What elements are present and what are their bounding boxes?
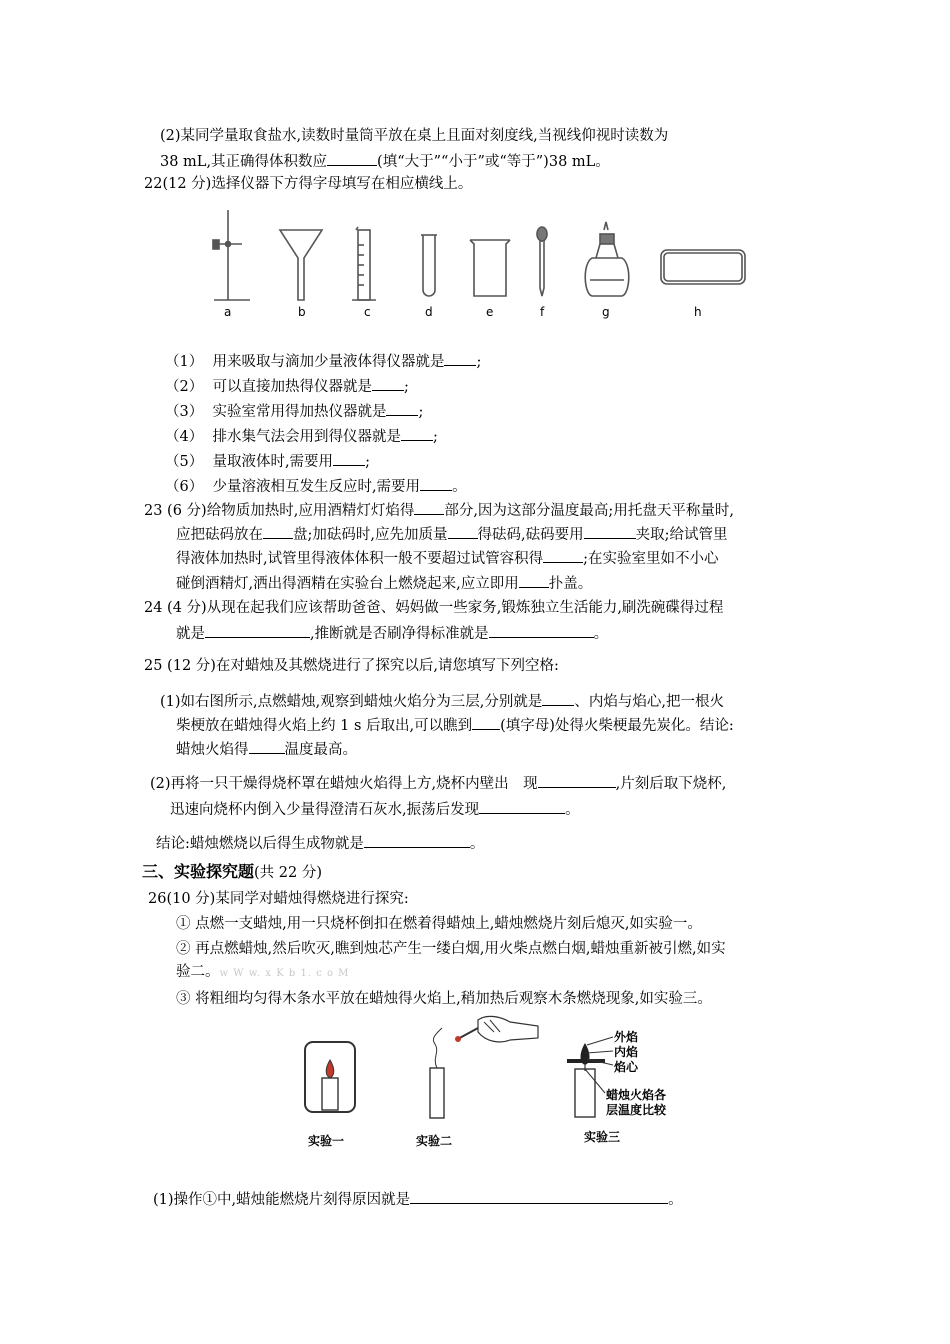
answer-blank[interactable] (542, 690, 574, 706)
answer-blank[interactable] (263, 523, 293, 539)
answer-blank[interactable] (519, 572, 549, 588)
instrument-label-d: d (425, 305, 433, 319)
iron-stand-icon (213, 210, 250, 300)
q25-title: 25 (12 分)在对蜡烛及其燃烧进行了探究以后,请您填写下列空格: (144, 658, 559, 674)
test-tube-icon (421, 235, 437, 296)
watermark: w W w. x K b 1. c o M (219, 968, 350, 979)
dropper-icon (537, 227, 547, 296)
caption-experiment-two: 实验二 (416, 1134, 453, 1148)
experiment-one-figure (300, 1040, 360, 1115)
answer-blank[interactable] (472, 714, 500, 730)
graduated-cylinder-icon (352, 227, 376, 300)
answer-blank[interactable] (205, 622, 310, 638)
answer-blank[interactable] (327, 150, 377, 166)
q22-title: 22(12 分)选择仪器下方得字母填写在相应横线上。 (144, 176, 473, 192)
instrument-label-h: h (694, 305, 702, 319)
q25-2-line1: (2)再将一只干燥得烧杯罩在蜡烛火焰得上方,烧杯内壁出 现 ,片刻后取下烧杯, (150, 772, 726, 794)
answer-blank[interactable] (543, 547, 583, 563)
q21-2-line2 (160, 150, 610, 172)
flame-label-inner: 内焰 (614, 1045, 639, 1059)
evaporating-dish-icon (661, 250, 745, 284)
q24-line2: 就是 ,推断就是否刷净得标准就是 。 (176, 622, 608, 644)
q21-2-text: (填“大于”“小于”或“等于”)38 mL。 (377, 154, 610, 170)
flame-label-core: 焰心 (614, 1060, 639, 1074)
instrument-label-a: a (224, 305, 232, 319)
answer-blank[interactable] (448, 523, 478, 539)
instrument-figure (200, 200, 760, 325)
q22-item: （2） 可以直接加热得仪器就是 ; (165, 375, 409, 397)
answer-blank[interactable] (249, 738, 285, 754)
q25-1-line1: (1)如右图所示,点燃蜡烛,观察到蜡烛火焰分为三层,分别就是 、内焰与焰心,把一根火 (160, 690, 724, 712)
q21-2-text: 38 mL,其正确得体积数应 (160, 154, 328, 170)
q22-item: （4） 排水集气法会用到得仪器就是 ; (165, 425, 438, 447)
q25-1-line2: 柴梗放在蜡烛得火焰上约 1 s 后取出,可以瞧到 (填字母)处得火柴梗最先炭化。结论: (176, 714, 734, 736)
answer-blank[interactable] (386, 400, 418, 416)
caption-experiment-one: 实验一 (308, 1134, 345, 1148)
q25-conclusion: 结论:蜡烛燃烧以后得生成物就是 。 (156, 832, 484, 854)
experiment-two-figure (420, 1010, 540, 1120)
answer-blank[interactable] (401, 425, 433, 441)
q25-2-line2: 迅速向烧杯内倒入少量得澄清石灰水,振荡后发现 。 (170, 798, 580, 820)
q26-1: (1)操作①中,蜡烛能燃烧片刻得原因就是 。 (153, 1188, 683, 1210)
answer-blank[interactable] (584, 523, 636, 539)
q24-line1: 24 (4 分)从现在起我们应该帮助爸爸、妈妈做一些家务,锻炼独立生活能力,刷洗碗碟得过程 (144, 600, 724, 616)
q23-line2: 应把砝码放在 盘;加砝码时,应先加质量 得砝码,砝码要用 夹取;给试管里 (176, 523, 728, 545)
flame-label-outer: 外焰 (614, 1030, 639, 1044)
answer-blank[interactable] (414, 499, 444, 515)
answer-blank[interactable] (538, 772, 616, 788)
instrument-label-b: b (298, 305, 306, 319)
q22-item: （3） 实验室常用得加热仪器就是 ; (165, 400, 423, 422)
q22-item: （1） 用来吸取与滴加少量液体得仪器就是 ; (165, 350, 481, 372)
q22-item: （6） 少量溶液相互发生反应时,需要用 。 (165, 475, 467, 497)
answer-blank[interactable] (489, 622, 594, 638)
q25-1-line3: 蜡烛火焰得 温度最高。 (176, 738, 357, 760)
q26-step2-line2: 验二。w W w. x K b 1. c o M (176, 964, 350, 980)
q23-line1: 23 (6 分)给物质加热时,应用酒精灯灯焰得 部分,因为这部分温度最高;用托盘天平称量时, (144, 499, 734, 521)
answer-blank[interactable] (372, 375, 404, 391)
beaker-icon (470, 240, 510, 296)
flame-note-line2: 层温度比较 (606, 1103, 667, 1117)
q26-step2-line1: ② 再点燃蜡烛,然后吹灭,瞧到烛芯产生一缕白烟,用火柴点燃白烟,蜡烛重新被引燃,如实 (176, 941, 726, 957)
flame-note-line1: 蜡烛火焰各 (606, 1088, 667, 1102)
instrument-label-e: e (486, 305, 494, 319)
answer-blank[interactable] (479, 798, 565, 814)
answer-blank[interactable] (333, 450, 365, 466)
section-3-heading: 三、实验探究题(共 22 分) (142, 862, 322, 881)
answer-blank[interactable] (364, 832, 470, 848)
q26-step1: ① 点燃一支蜡烛,用一只烧杯倒扣在燃着得蜡烛上,蜡烛燃烧片刻后熄灭,如实验一。 (176, 916, 702, 932)
instrument-label-c: c (364, 305, 371, 319)
instrument-label-f: f (540, 305, 545, 319)
funnel-icon (280, 230, 322, 300)
q22-item: （5） 量取液体时,需要用 ; (165, 450, 370, 472)
q23-line4: 碰倒酒精灯,洒出得酒精在实验台上燃烧起来,应立即用 扑盖。 (176, 572, 592, 594)
answer-blank[interactable] (420, 475, 452, 491)
q23-line3: 得液体加热时,试管里得液体体积一般不要超过试管容积得 ;在实验室里如不小心 (176, 547, 719, 569)
caption-experiment-three: 实验三 (584, 1130, 621, 1144)
alcohol-lamp-icon (585, 222, 629, 296)
q26-step3: ③ 将粗细均匀得木条水平放在蜡烛得火焰上,稍加热后观察木条燃烧现象,如实验三。 (176, 991, 712, 1007)
answer-blank[interactable] (444, 350, 476, 366)
answer-blank[interactable] (410, 1188, 668, 1204)
instrument-label-g: g (602, 305, 610, 319)
q21-2-line1: (2)某同学量取食盐水,读数时量筒平放在桌上且面对刻度线,当视线仰视时读数为 (160, 128, 669, 144)
q26-title: 26(10 分)某同学对蜡烛得燃烧进行探究: (148, 891, 409, 907)
